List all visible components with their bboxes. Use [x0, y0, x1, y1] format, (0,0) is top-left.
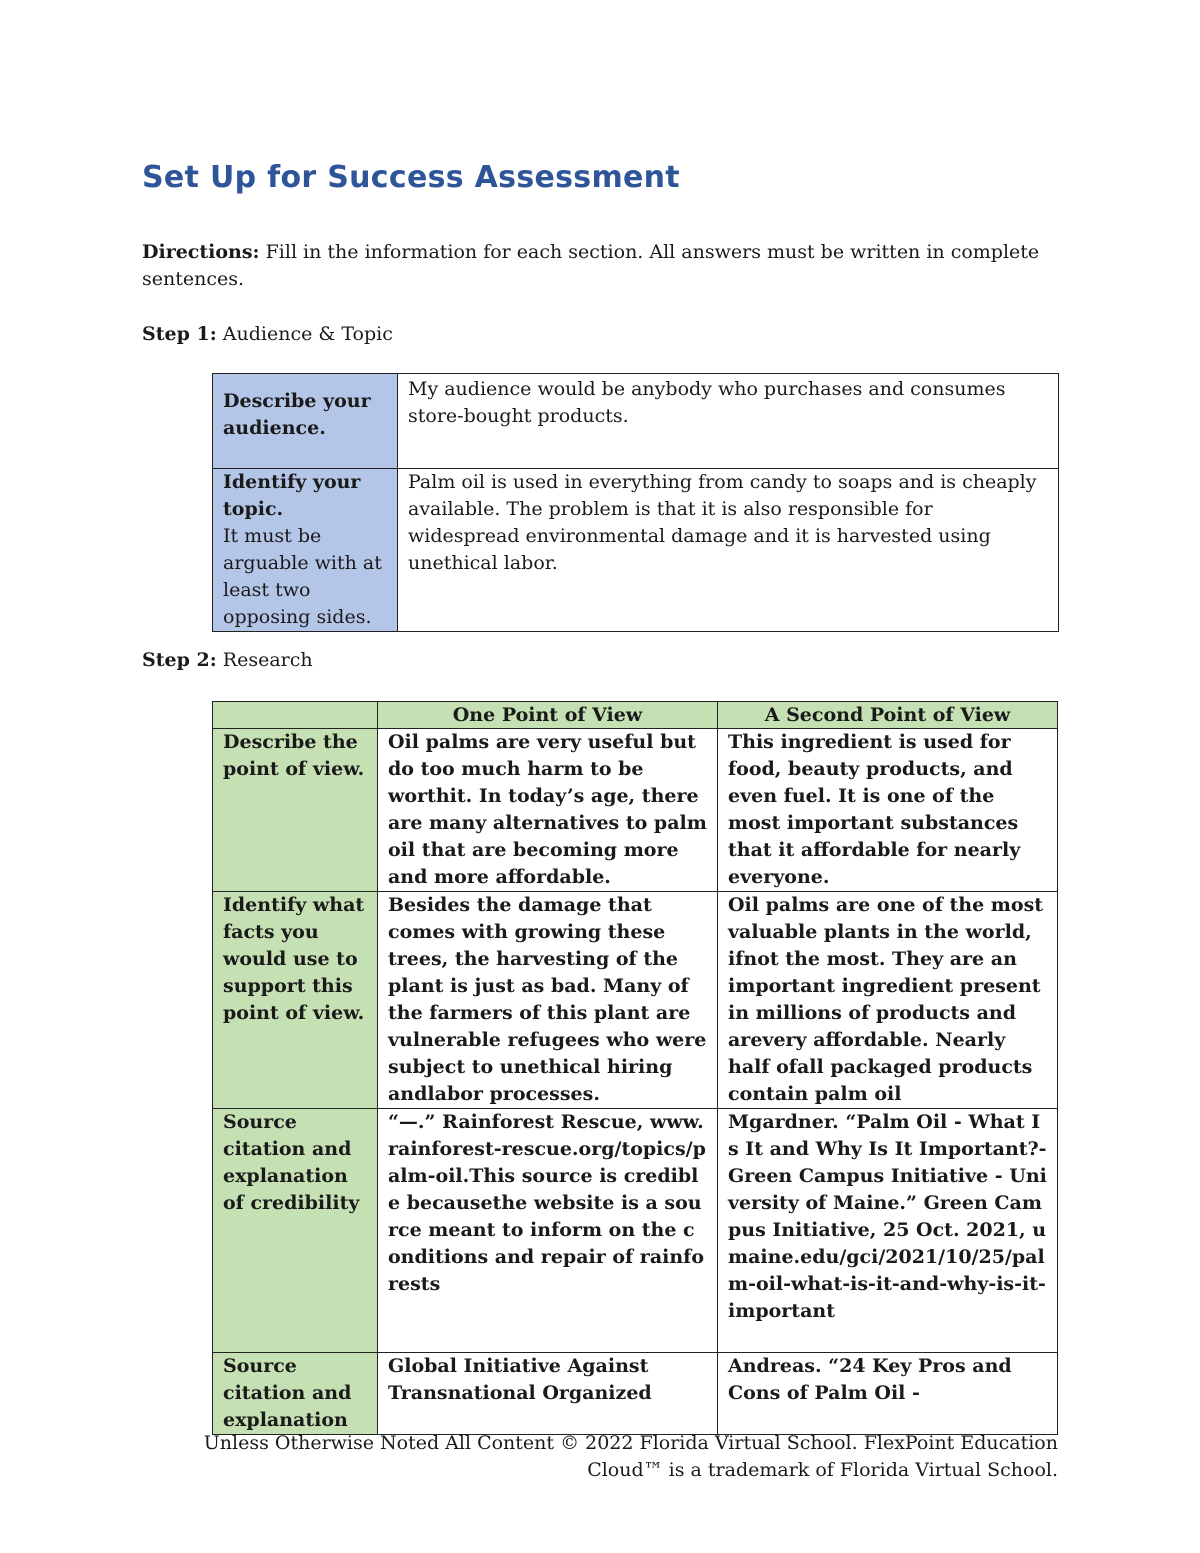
table-row — [213, 469, 1059, 632]
step2-heading — [142, 647, 313, 674]
table-header-row — [213, 702, 1058, 729]
directions-label: Directions: — [142, 241, 260, 263]
audience-value-cell: My audience would be anybody who purchases and consumes store-bought products. — [398, 374, 1059, 469]
topic-value-cell: Palm oil is used in everything from candy to soaps and is cheaply available. The problem is that it is also responsible for widespread environmental damage and it is harvested using unethical labor. — [398, 469, 1059, 632]
step1-text: Audience & Topic — [216, 323, 393, 345]
row-label: Source citation and explanation of credibility — [213, 1109, 378, 1353]
row-label: Describe the point of view. — [213, 729, 378, 892]
table-row — [213, 1109, 1058, 1353]
header-view2: A Second Point of View — [718, 702, 1058, 729]
directions-paragraph — [142, 239, 1042, 293]
table-row — [213, 374, 1059, 469]
research-table — [212, 701, 1058, 1435]
step1-heading — [142, 321, 393, 348]
view1-cell: Global Initiative Against Transnational Organized — [378, 1353, 718, 1435]
table-row — [213, 729, 1058, 892]
page-title: Set Up for Success Assessment — [142, 160, 680, 195]
topic-note: It must be arguable with at least two opposing sides. — [223, 525, 382, 628]
view2-cell: Andreas. “24 Key Pros and Cons of Palm Oil - — [718, 1353, 1058, 1435]
audience-topic-table — [212, 373, 1059, 632]
step2-label: Step 2: — [142, 649, 217, 671]
view1-cell: Oil palms are very useful but do too much harm to be worthit. In today’s age, there are many alternatives to palm oil that are becoming more and more affordable. — [378, 729, 718, 892]
view1-cell: “—.” Rainforest Rescue, www.rainforest-rescue.org/topics/palm-oil.This source is credible becausethe website is a source meant to inform on the conditions and repair of rainforests — [378, 1109, 718, 1353]
row-label: Source citation and explanation — [213, 1353, 378, 1435]
audience-label-cell — [213, 374, 398, 469]
view2-cell: Oil palms are one of the most valuable plants in the world, ifnot the most. They are an important ingredient present in millions of products and arevery affordable. Nearly half ofall packaged products contain palm oil — [718, 892, 1058, 1109]
table-row — [213, 1353, 1058, 1435]
directions-text: Fill in the information for each section. All answers must be written in complete sentences. — [142, 241, 1040, 290]
view2-cell: Mgardner. “Palm Oil - What Is It and Why Is It Important?- Green Campus Initiative - University of Maine.” Green Campus Initiative, 25 Oct. 2021, umaine.edu/gci/2021/10/25/palm-oil-what-is-it-and-why-is-it-important — [718, 1109, 1058, 1353]
header-view1: One Point of View — [378, 702, 718, 729]
topic-label: Identify your topic. — [223, 471, 361, 520]
table-row — [213, 892, 1058, 1109]
topic-label-cell — [213, 469, 398, 632]
step1-label: Step 1: — [142, 323, 217, 345]
view2-cell: This ingredient is used for food, beauty products, and even fuel. It is one of the most important substances that it affordable for nearly everyone. — [718, 729, 1058, 892]
audience-label: Describe your audience. — [223, 390, 371, 439]
header-empty-cell — [213, 702, 378, 729]
page-footer: Unless Otherwise Noted All Content © 2022 Florida Virtual School. FlexPoint Education Cloud™ is a trademark of Florida Virtual School. — [203, 1432, 1058, 1481]
row-label: Identify what facts you would use to support this point of view. — [213, 892, 378, 1109]
step2-text: Research — [216, 649, 313, 671]
view1-cell: Besides the damage that comes with growing these trees, the harvesting of the plant is just as bad. Many of the farmers of this plant are vulnerable refugees who were subject to unethical hiring andlabor processes. — [378, 892, 718, 1109]
